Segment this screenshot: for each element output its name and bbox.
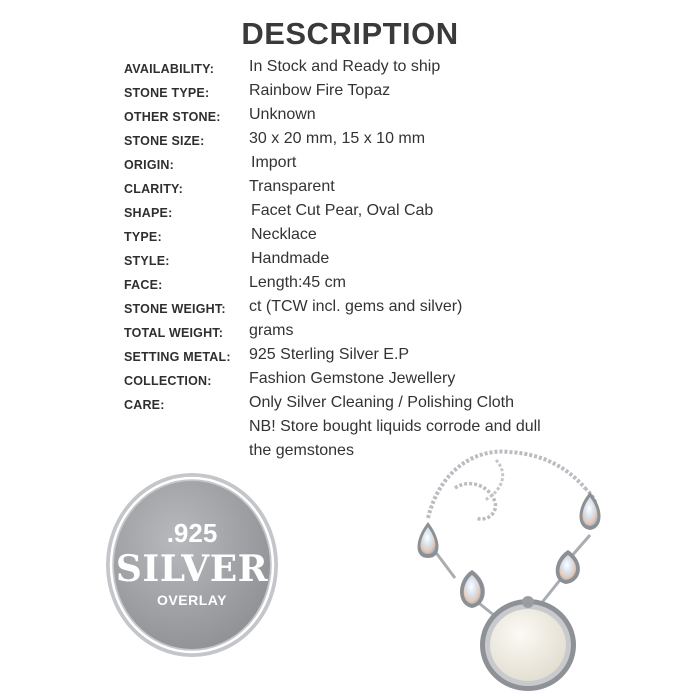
spec-label: TOTAL WEIGHT:: [124, 326, 224, 340]
spec-label: AVAILABILITY:: [124, 62, 215, 76]
spec-row-stone-type: [124, 80, 644, 104]
spec-row-care: [124, 392, 644, 416]
spec-row-origin: [124, 152, 644, 176]
spec-label: STONE TYPE:: [124, 86, 210, 100]
spec-value: grams: [249, 322, 294, 339]
spec-row-availability: [124, 56, 644, 80]
spec-value: Length:45 cm: [249, 274, 346, 291]
spec-label: STONE SIZE:: [124, 134, 205, 148]
spec-value: Facet Cut Pear, Oval Cab: [251, 202, 434, 219]
product-image: [400, 430, 630, 692]
spec-value: In Stock and Ready to ship: [249, 58, 441, 75]
pear-stone-left-top: [418, 522, 439, 558]
spec-label: CLARITY:: [124, 182, 183, 196]
spec-label: STONE WEIGHT:: [124, 302, 226, 316]
spec-row-total-weight: [124, 320, 644, 344]
spec-value: Import: [251, 154, 297, 171]
spec-row-type: [124, 224, 644, 248]
spec-table: [124, 56, 644, 459]
spec-value: Fashion Gemstone Jewellery: [249, 370, 456, 387]
spec-value: Transparent: [249, 178, 335, 195]
spec-row-stone-weight: [124, 296, 644, 320]
spec-value: Necklace: [251, 226, 317, 243]
spec-value: 30 x 20 mm, 15 x 10 mm: [249, 130, 426, 147]
pear-stone-right-bottom: [556, 550, 580, 584]
pear-stone-right-top: [580, 492, 601, 530]
spec-label: SETTING METAL:: [124, 350, 231, 364]
care-note-line: the gemstones: [249, 442, 354, 459]
spec-label: CARE:: [124, 398, 165, 412]
spec-value: Handmade: [251, 250, 330, 267]
spec-label: FACE:: [124, 278, 163, 292]
necklace-illustration: [400, 430, 630, 692]
spec-row-collection: [124, 368, 644, 392]
spec-label: SHAPE:: [124, 206, 173, 220]
spec-label: TYPE:: [124, 230, 162, 244]
spec-row-setting-metal: [124, 344, 644, 368]
spec-value: Only Silver Cleaning / Polishing Cloth: [249, 394, 515, 411]
care-note-line: NB! Store bought liquids corrode and dull: [249, 418, 541, 435]
spec-value: 925 Sterling Silver E.P: [249, 346, 410, 363]
spec-row-other-stone: [124, 104, 644, 128]
spec-label: OTHER STONE:: [124, 110, 221, 124]
spec-row-stone-size: [124, 128, 644, 152]
spec-value: Unknown: [249, 106, 316, 123]
page-title: DESCRIPTION: [241, 16, 459, 51]
badge-metal: SILVER: [115, 548, 269, 590]
spec-row-shape: [124, 200, 644, 224]
spec-row-clarity: [124, 176, 644, 200]
spec-label: COLLECTION:: [124, 374, 212, 388]
spec-row-face: [124, 272, 644, 296]
spec-label: STYLE:: [124, 254, 170, 268]
spec-label: ORIGIN:: [124, 158, 175, 172]
badge-finish: OVERLAY: [157, 592, 227, 608]
oval-cabochon-pendant: [480, 596, 576, 691]
spec-value: Rainbow Fire Topaz: [249, 82, 391, 99]
silver-overlay-badge: [105, 472, 279, 658]
badge-number: .925: [166, 518, 218, 548]
pear-stone-left-bottom: [460, 570, 485, 608]
spec-value: ct (TCW incl. gems and silver): [249, 298, 463, 315]
spec-row-style: [124, 248, 644, 272]
